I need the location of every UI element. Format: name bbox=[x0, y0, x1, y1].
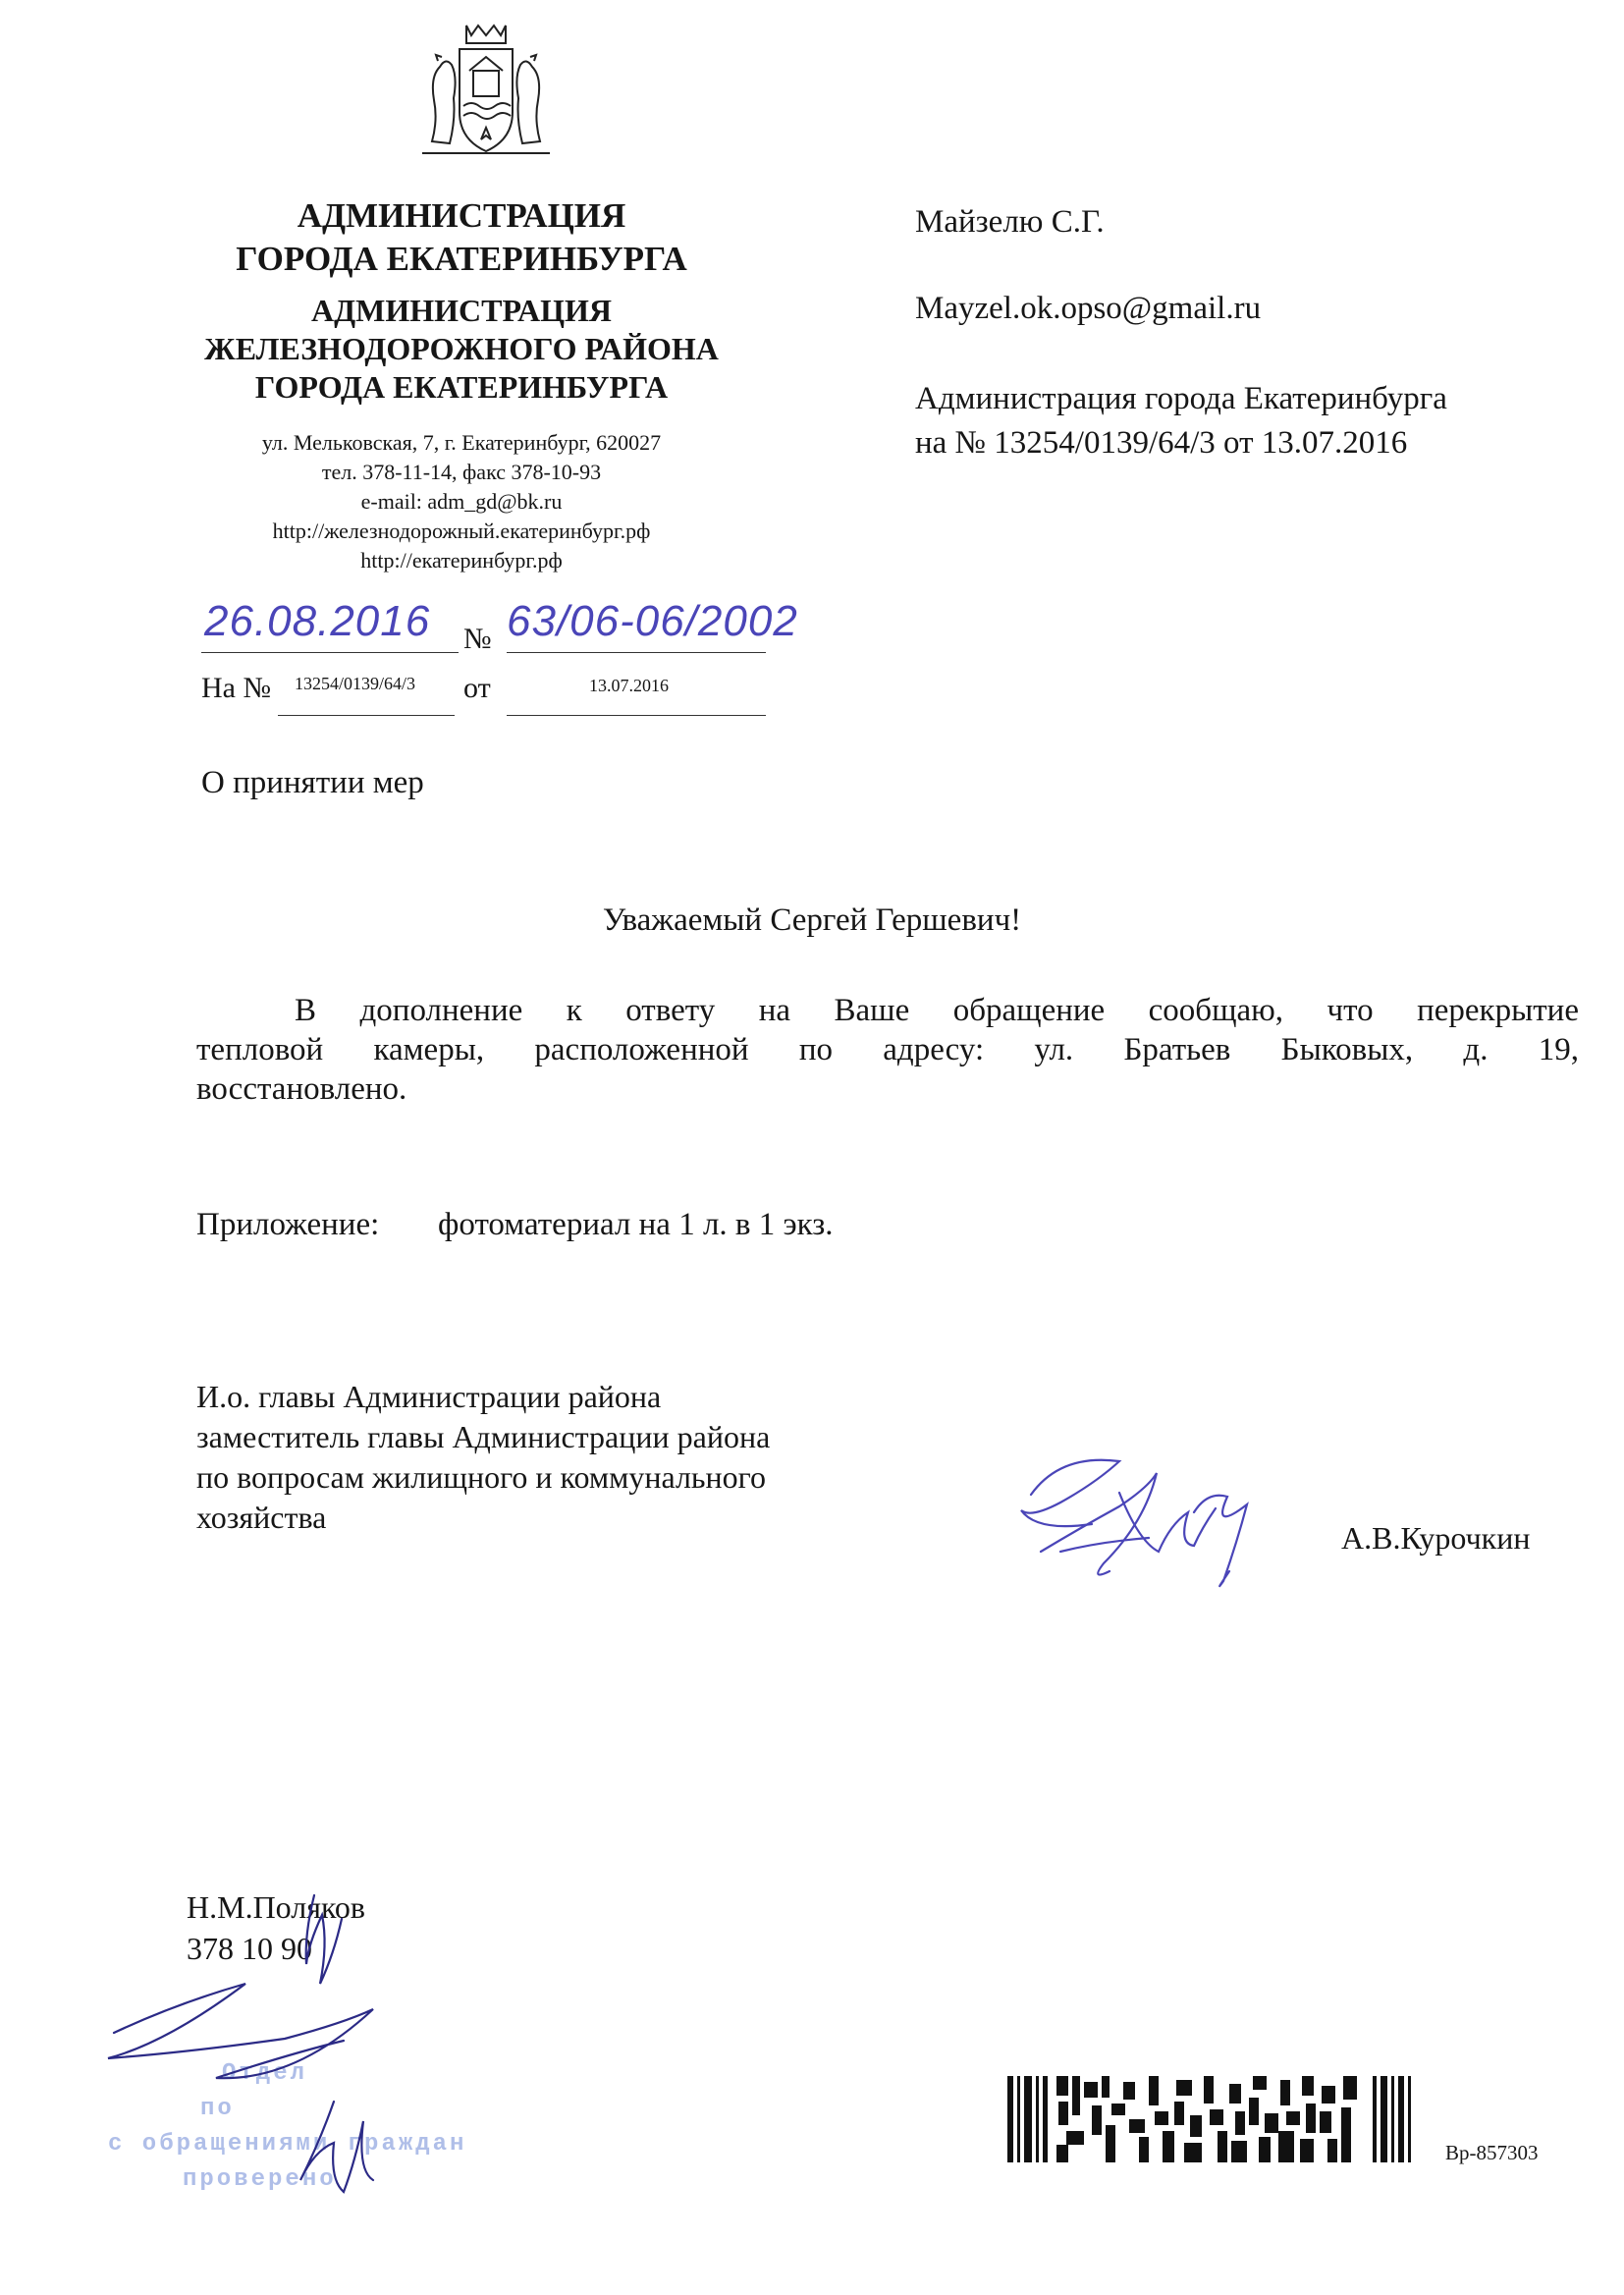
signer-position-line2: заместитель главы Администрации района bbox=[196, 1419, 771, 1454]
stamp-line-4: проверено bbox=[183, 2166, 337, 2193]
executor-name: Н.М.Поляков bbox=[187, 1889, 365, 1925]
body-line-1: В дополнение к ответу на Ваше обращение сообщаю, что перекрытие bbox=[295, 993, 1579, 1028]
executor-signature-mark bbox=[98, 1885, 452, 2239]
outgoing-number-label: № bbox=[463, 623, 492, 655]
coat-of-arms-emblem bbox=[412, 18, 560, 165]
org-website-2: http://екатеринбург.рф bbox=[360, 548, 563, 573]
body-line-2: тепловой камеры, расположенной по адресу: ул. Братьев Быковых, д. 19, bbox=[196, 1032, 1579, 1067]
barcode bbox=[1007, 2076, 1439, 2162]
incoming-date-underline bbox=[507, 715, 766, 716]
signer-position-line1: И.о. главы Администрации района bbox=[196, 1379, 662, 1414]
signer-position-line4: хозяйства bbox=[196, 1500, 327, 1535]
signer-position-line3: по вопросам жилищного и коммунального bbox=[196, 1459, 766, 1495]
org-phone: тел. 378-11-14, факс 378-10-93 bbox=[321, 460, 602, 484]
org-address: ул. Мельковская, 7, г. Екатеринбург, 620027 bbox=[261, 430, 662, 455]
executor-phone: 378 10 90 bbox=[187, 1931, 312, 1966]
addressee-email: Mayzel.ok.opso@gmail.ru bbox=[915, 291, 1262, 326]
org-title-line1: АДМИНИСТРАЦИЯ bbox=[297, 196, 626, 235]
body-line-3: восстановлено. bbox=[196, 1071, 407, 1107]
incoming-date: 13.07.2016 bbox=[589, 676, 669, 695]
incoming-number-underline bbox=[278, 715, 455, 716]
org-title-line2: ГОРОДА ЕКАТЕРИНБУРГА bbox=[236, 240, 687, 278]
org-sub-line2: ЖЕЛЕЗНОДОРОЖНОГО РАЙОНА bbox=[204, 331, 719, 366]
stamp-line-2: по bbox=[200, 2096, 235, 2122]
incoming-label: На № bbox=[201, 672, 272, 704]
greeting: Уважаемый Сергей Гершевич! bbox=[602, 902, 1022, 938]
stamp-line-3: с обращениями граждан bbox=[108, 2131, 467, 2158]
stamp-line-1: Отдел bbox=[222, 2060, 308, 2087]
attachment-text: фотоматериал на 1 л. в 1 экз. bbox=[438, 1207, 834, 1242]
signature-mark bbox=[1001, 1434, 1296, 1601]
incoming-from-label: от bbox=[463, 672, 491, 704]
org-website: http://железнодорожный.екатеринбург.рф bbox=[272, 519, 651, 543]
barcode-id: Вр-857303 bbox=[1445, 2141, 1539, 2164]
org-sub-line3: ГОРОДА ЕКАТЕРИНБУРГА bbox=[254, 369, 669, 405]
incoming-number: 13254/0139/64/3 bbox=[295, 674, 416, 693]
signer-name: А.В.Курочкин bbox=[1341, 1520, 1531, 1556]
org-email: e-mail: adm_gd@bk.ru bbox=[360, 489, 563, 514]
addressee-name: Майзелю С.Г. bbox=[915, 204, 1105, 240]
outgoing-date: 26.08.2016 bbox=[204, 597, 431, 645]
org-sub-line1: АДМИНИСТРАЦИЯ bbox=[311, 293, 612, 328]
attachment-label: Приложение: bbox=[196, 1207, 380, 1242]
addressee-ref: на № 13254/0139/64/3 от 13.07.2016 bbox=[915, 425, 1408, 461]
letter-subject: О принятии мер bbox=[201, 765, 424, 800]
addressee-org: Администрация города Екатеринбурга bbox=[915, 381, 1447, 416]
outgoing-number-underline bbox=[507, 652, 766, 653]
outgoing-date-underline bbox=[201, 652, 459, 653]
outgoing-number: 63/06-06/2002 bbox=[507, 597, 798, 645]
